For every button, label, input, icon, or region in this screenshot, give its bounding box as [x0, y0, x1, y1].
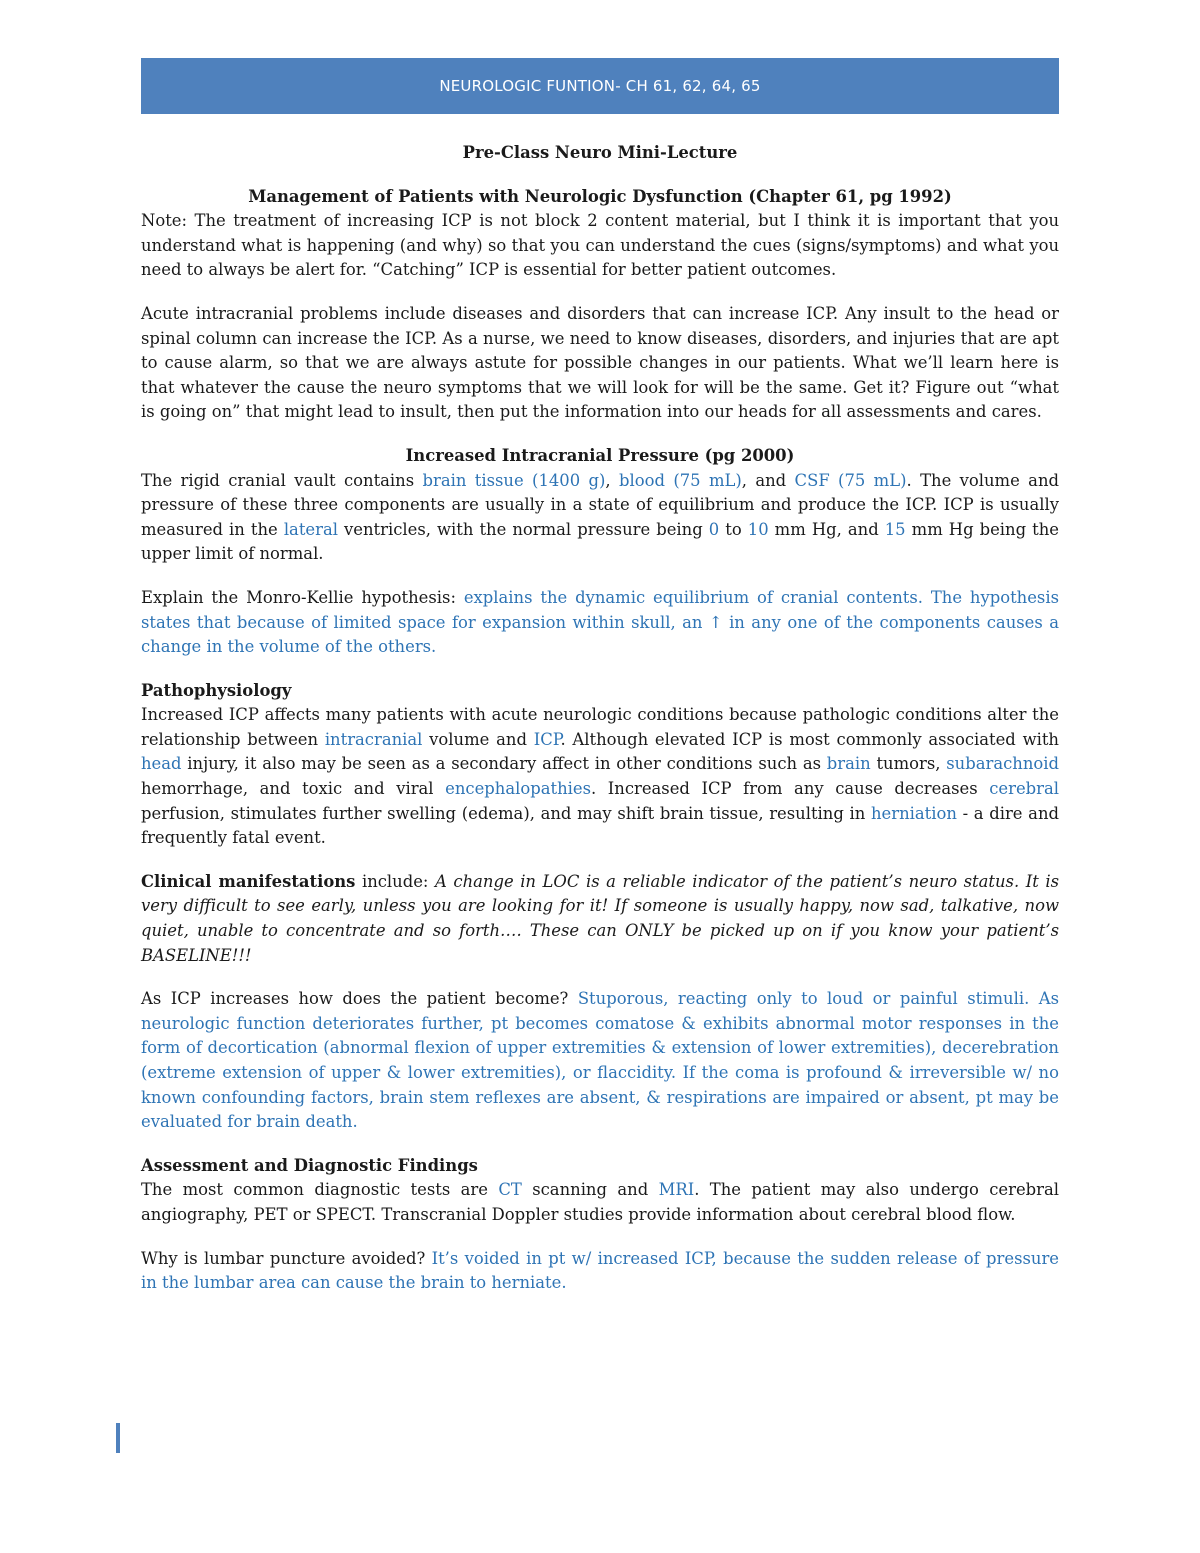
note-paragraph: Note: The treatment of increasing ICP is not block 2 content material, but I think it is important that you understand what is happening (and why) so that you can understand the cues (signs/symptoms) and what you need to always be alert for. “Catching” ICP is essential for better patient outcomes.	[141, 211, 1059, 280]
header-title: NEUROLOGIC FUNTION- CH 61, 62, 64, 65	[439, 77, 761, 95]
margin-marker	[116, 1423, 120, 1453]
assessment-heading: Assessment and Diagnostic Findings	[141, 1155, 478, 1175]
lumbar-puncture-paragraph: Why is lumbar puncture avoided? It’s voided in pt w/ increased ICP, because the sudden release of pressure in the lumbar area can cause the brain to herniate.	[141, 1248, 1059, 1293]
pathophysiology-paragraph: Increased ICP affects many patients with acute neurologic conditions because pathologic conditions alter the relationship between intracranial volume and ICP. Although elevated ICP is most commonly associated with head injury, it also may be seen as a secondary affect in other conditions such as brain tumors, subarachnoid hemorrhage, and toxic and viral encephalopathies. Increased ICP from any cause decreases cerebral perfusion, stimulates further swelling (edema), and may shift brain tissue, resulting in herniation - a dire and frequently fatal event.	[141, 705, 1059, 848]
section-heading-management: Management of Patients with Neurologic Dysfunction (Chapter 61, pg 1992)	[248, 186, 952, 206]
section-heading-icp: Increased Intracranial Pressure (pg 2000)	[405, 445, 795, 465]
clinical-manifestations-paragraph: Clinical manifestations include: A change in LOC is a reliable indicator of the patient’s neuro status. It is very difficult to see early, unless you are looking for it! If someone is usually happy, now sad, talkative, now quiet, unable to concentrate and so forth…. These can ONLY be picked up on if you know your patient’s BASELINE!!!	[141, 871, 1059, 965]
monro-kellie-paragraph: Explain the Monro-Kellie hypothesis: explains the dynamic equilibrium of cranial contents. The hypothesis states that because of limited space for expansion within skull, an ↑ in any one of the components causes a change in the volume of the others.	[141, 587, 1059, 657]
pathophysiology-heading: Pathophysiology	[141, 680, 292, 700]
doc-title: Pre-Class Neuro Mini-Lecture	[462, 143, 738, 162]
header-banner	[141, 58, 1059, 114]
icp-increase-paragraph: As ICP increases how does the patient become? Stuporous, reacting only to loud or painful stimuli. As neurologic function deteriorates further, pt becomes comatose & exhibits abnormal motor responses in the form of decortication (abnormal flexion of upper extremities & extension of lower extremities), decerebration (extreme extension of upper & lower extremities), or flaccidity. If the coma is profound & irreversible w/ no known confounding factors, brain stem reflexes are absent, & respirations are impaired or absent, pt may be evaluated for brain death.	[141, 989, 1059, 1132]
icp-paragraph: The rigid cranial vault contains brain tissue (1400 g), blood (75 mL), and CSF (75 mL). The volume and pressure of these three components are usually in a state of equilibrium and produce the ICP. ICP is usually measured in the lateral ventricles, with the normal pressure being 0 to 10 mm Hg, and 15 mm Hg being the upper limit of normal.	[141, 470, 1059, 564]
acute-paragraph: Acute intracranial problems include diseases and disorders that can increase ICP. Any insult to the head or spinal column can increase the ICP. As a nurse, we need to know diseases, disorders, and injuries that are apt to cause alarm, so that we are always astute for possible changes in our patients. What we’ll learn here is that whatever the cause the neuro symptoms that we will look for will be the same. Get it? Figure out “what is going on” that might lead to insult, then put the information into our heads for all assessments and cares.	[141, 303, 1059, 422]
assessment-paragraph: The most common diagnostic tests are CT scanning and MRI. The patient may also undergo cerebral angiography, PET or SPECT. Transcranial Doppler studies provide information about cerebral blood flow.	[141, 1180, 1059, 1224]
document-body	[141, 141, 1059, 1296]
